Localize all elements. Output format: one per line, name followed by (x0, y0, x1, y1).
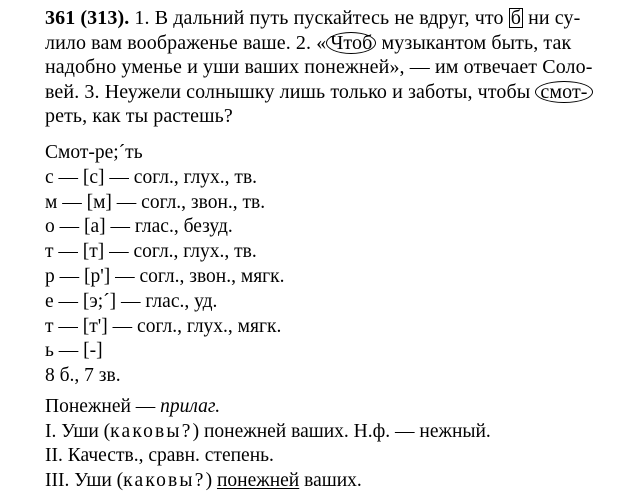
grammar-line-3 (45, 469, 491, 494)
underlined-word: понежней (216, 469, 300, 491)
circled-word: смот- (535, 81, 592, 103)
phonetic-row: с — [с] — согл., глух., тв. (45, 166, 258, 188)
exercise-line-2 (45, 31, 625, 56)
grammar-head (45, 395, 491, 420)
exercise-line-2-post: музыкантом быть, так (376, 31, 572, 54)
exercise-line-4 (45, 80, 625, 105)
phonetic-word: Смот-ре;´ть (45, 142, 143, 163)
phonetic-row: т — [т] — согл., глух., тв. (45, 241, 257, 263)
boxed-particle: б (510, 7, 521, 29)
circled-conjunction: Чтоб (326, 32, 376, 54)
exercise-line-1-post: ни су- (522, 7, 581, 29)
morphological-analysis (45, 395, 491, 493)
grammar-line-3-mid: ) (205, 469, 217, 491)
exercise-line-4-pre: вей. 3. Неужели солнышку лишь только и заботы, чтобы (45, 80, 536, 103)
exercise-line-1 (45, 6, 625, 31)
exercise-line-3: надобно уменье и уши ваших понежней», — им отвечает Соло- (45, 56, 593, 78)
grammar-line-1 (45, 420, 491, 445)
head-word: Понежней — (45, 396, 161, 417)
phonetic-analysis (45, 141, 285, 389)
grammar-line-1-post: ) понежней ваших. Н.ф. — нежный. (192, 420, 491, 442)
question-word: каковы? (123, 469, 206, 491)
exercise-text (45, 6, 625, 129)
phonetic-row: т — [т'] — согл., глух., мягк. (45, 315, 282, 337)
part-of-speech: прилаг. (160, 396, 221, 417)
exercise-line-5: реть, как ты растешь? (45, 105, 233, 127)
grammar-line-3-pre: III. Уши ( (45, 469, 124, 491)
grammar-line-1-pre: I. Уши ( (45, 420, 111, 442)
grammar-line-2: II. Качеств., сравн. степень. (45, 445, 274, 466)
exercise-line-2-pre: лило вам воображенье ваше. 2. « (45, 31, 327, 54)
phonetic-row: ь — [-] (45, 340, 103, 362)
phonetic-row: е — [э;´] — глас., уд. (45, 290, 218, 312)
question-word: каковы? (110, 420, 193, 442)
grammar-line-3-post: ваших. (299, 469, 362, 491)
exercise-number: 361 (313). (45, 7, 130, 29)
exercise-line-1-pre: 1. В дальний путь пускайтесь не вдруг, что (129, 7, 509, 29)
phonetic-row: р — [р'] — согл., звон., мягк. (45, 265, 285, 287)
phonetic-row: м — [м] — согл., звон., тв. (45, 191, 266, 213)
phonetic-summary: 8 б., 7 зв. (45, 365, 121, 387)
phonetic-row: о — [а] — глас., безуд. (45, 216, 233, 238)
